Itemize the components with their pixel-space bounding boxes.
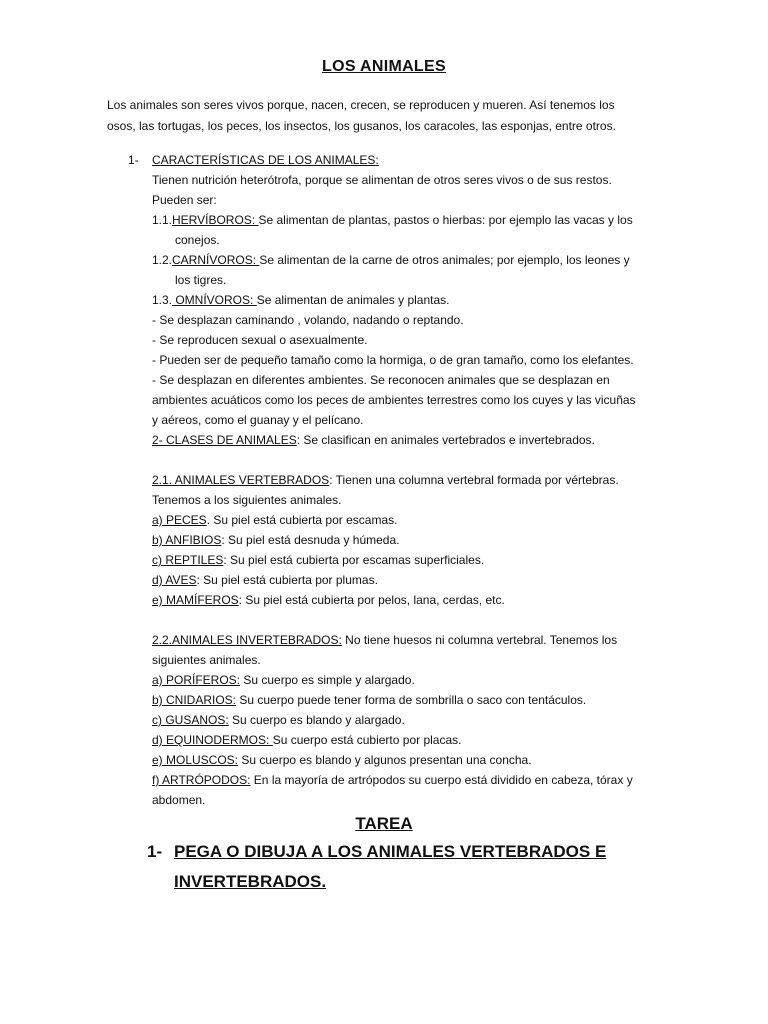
item-text: Su cuerpo es blando y algunos presentan una concha. xyxy=(238,753,532,767)
item-number: 1.3. xyxy=(152,293,173,307)
section-2-2-heading xyxy=(152,630,617,650)
list-item xyxy=(152,690,586,710)
item-term: f) ARTRÓPODOS: xyxy=(152,773,251,787)
item-text: Se alimentan de animales y plantas. xyxy=(256,293,450,307)
paragraph-line: siguientes animales. xyxy=(152,653,261,667)
section-heading-desc: : Se clasifican en animales vertebrados e invertebrados. xyxy=(296,433,595,447)
paragraph-line: y aéreos, como el guanay y el pelícano. xyxy=(152,413,364,427)
item-term: d) AVES xyxy=(152,573,197,587)
paragraph-line: ambientes acuáticos como los peces de ambientes terrestres como los cuyes y las vicuñas xyxy=(152,393,636,407)
bullet-line: - Se desplazan en diferentes ambientes. Se reconocen animales que se desplazan en xyxy=(152,373,610,387)
list-item xyxy=(152,550,484,570)
item-term: CARNÍVOROS: xyxy=(172,253,260,267)
item-term: b) CNIDARIOS: xyxy=(152,693,237,707)
list-item xyxy=(152,710,405,730)
paragraph-line: abdomen. xyxy=(152,793,206,807)
item-text: Su cuerpo es simple y alargado. xyxy=(240,673,415,687)
section-heading-text: 2- CLASES DE ANIMALES xyxy=(152,433,297,447)
item-text: : Su piel está desnuda y húmeda. xyxy=(221,533,400,547)
item-term: OMNÍVOROS: xyxy=(172,293,257,307)
paragraph-line: conejos. xyxy=(175,233,220,247)
section-heading-text: CARACTERÍSTICAS DE LOS ANIMALES: xyxy=(152,153,379,167)
section-1-number: 1- xyxy=(128,153,139,167)
list-item xyxy=(152,590,505,610)
item-number: 1.1. xyxy=(152,213,173,227)
list-item xyxy=(152,570,378,590)
item-term: b) ANFIBIOS xyxy=(152,533,222,547)
section-1-heading xyxy=(152,150,379,170)
paragraph-line: Tenemos a los siguientes animales. xyxy=(152,493,342,507)
item-term: c) GUSANOS: xyxy=(152,713,229,727)
section-heading-desc: : Tienen una columna vertebral formada por vértebras. xyxy=(329,473,619,487)
section-heading-text: 2.2.ANIMALES INVERTEBRADOS: xyxy=(152,633,342,647)
list-item xyxy=(152,770,633,790)
list-item xyxy=(152,530,399,550)
paragraph-line: los tigres. xyxy=(175,273,227,287)
bullet-line: - Se reproducen sexual o asexualmente. xyxy=(152,333,368,347)
item-text: : Su piel está cubierta por pelos, lana, cerdas, etc. xyxy=(238,593,505,607)
item-text: En la mayoría de artrópodos su cuerpo está dividido en cabeza, tórax y xyxy=(250,773,633,787)
list-item xyxy=(152,730,461,750)
task-number: 1- xyxy=(147,842,163,861)
item-text: Su cuerpo está cubierto por placas. xyxy=(272,733,462,747)
list-item xyxy=(152,670,415,690)
item-text: Se alimentan de la carne de otros animales; por ejemplo, los leones y xyxy=(259,253,630,267)
intro-line: osos, las tortugas, los peces, los insectos, los gusanos, los caracoles, las esponjas, entre otros. xyxy=(107,119,616,133)
item-term: a) PECES xyxy=(152,513,207,527)
item-text: Su cuerpo puede tener forma de sombrilla o saco con tentáculos. xyxy=(236,693,587,707)
item-text: : Su piel está cubierta por plumas. xyxy=(196,573,378,587)
section-heading-desc: No tiene huesos ni columna vertebral. Tenemos los xyxy=(341,633,618,647)
intro-paragraph xyxy=(107,95,667,136)
intro-line: Los animales son seres vivos porque, nacen, crecen, se reproducen y mueren. Así tenemos los xyxy=(107,98,615,112)
item-text: . Su piel está cubierta por escamas. xyxy=(206,513,398,527)
item-term: e) MOLUSCOS: xyxy=(152,753,239,767)
paragraph-line: Tienen nutrición heterótrofa, porque se alimentan de otros seres vivos o de sus restos. xyxy=(152,173,612,187)
bullet-line: - Pueden ser de pequeño tamaño como la hormiga, o de gran tamaño, como los elefantes. xyxy=(152,353,634,367)
section-2-heading xyxy=(152,430,595,450)
list-item xyxy=(152,750,532,770)
list-item-herbivoros xyxy=(152,210,633,230)
section-heading-text: 2.1. ANIMALES VERTEBRADOS xyxy=(152,473,330,487)
bullet-line: - Se desplazan caminando , volando, nadando o reptando. xyxy=(152,313,464,327)
item-text: Su cuerpo es blando y alargado. xyxy=(228,713,405,727)
task-heading: TAREA xyxy=(355,814,413,833)
item-text: Se alimentan de plantas, pastos o hierbas: por ejemplo las vacas y los xyxy=(258,213,633,227)
list-item xyxy=(152,510,397,530)
item-term: HERVÍBOROS: xyxy=(172,213,259,227)
item-term: e) MAMÍFEROS xyxy=(152,593,239,607)
paragraph-line: Pueden ser: xyxy=(152,193,217,207)
item-number: 1.2. xyxy=(152,253,173,267)
list-item-carnivoros xyxy=(152,250,630,270)
page-title: LOS ANIMALES xyxy=(322,58,446,75)
item-term: d) EQUINODERMOS: xyxy=(152,733,273,747)
item-term: a) PORÍFEROS: xyxy=(152,673,241,687)
item-term: c) REPTILES xyxy=(152,553,224,567)
item-text: : Su piel está cubierta por escamas superficiales. xyxy=(223,553,485,567)
list-item-omnivoros xyxy=(152,290,449,310)
section-2-1-heading xyxy=(152,470,619,490)
task-text-line: PEGA O DIBUJA A LOS ANIMALES VERTEBRADOS E xyxy=(174,842,607,861)
task-text-line: INVERTEBRADOS. xyxy=(174,872,327,891)
